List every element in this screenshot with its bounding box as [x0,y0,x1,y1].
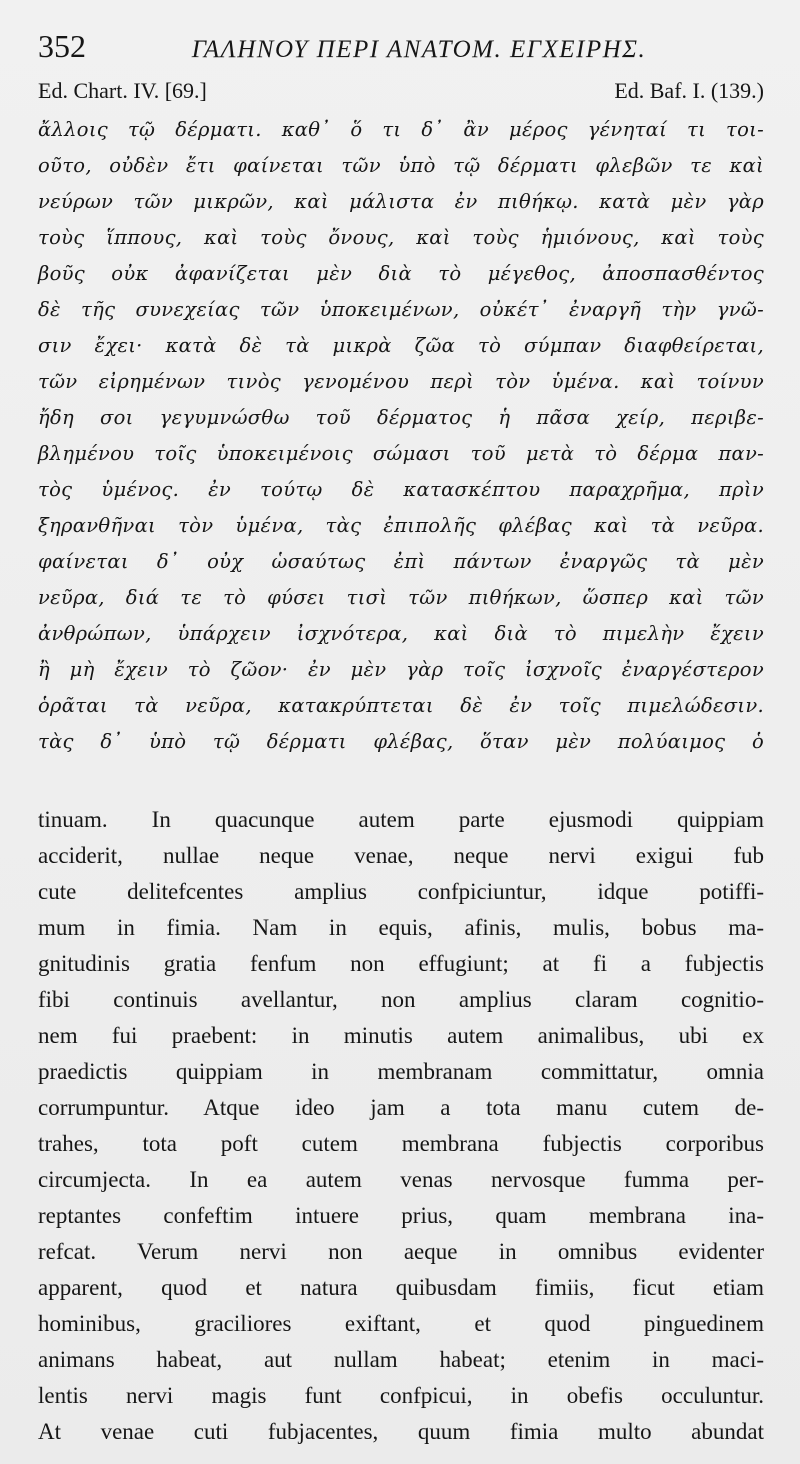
latin-line: trahes, tota poft cutem membrana fubjectis corporibus [38,1131,764,1156]
greek-text [38,112,764,760]
latin-line: circumjecta. In ea autem venas nervosque fumma per- [38,1167,764,1192]
latin-line: refcat. Verum nervi non aeque in omnibus evidenter [38,1239,764,1264]
edition-right: Ed. Baf. I. (139.) [614,78,764,103]
greek-line: ξηρανθῆναι τὸν ὑμένα, τὰς ἐπιπολῆς φλέβας καὶ τὰ νεῦρα. [38,514,764,537]
greek-line: τοὺς ἵππους, καὶ τοὺς ὄνους, καὶ τοὺς ἡμιόνους, καὶ τοὺς [38,226,764,249]
greek-line: φαίνεται δ᾿ οὐχ ὡσαύτως ἐπὶ πάντων ἐναργῶς τὰ μὲν [38,550,764,573]
greek-line: σιν ἔχει· κατὰ δὲ τὰ μικρὰ ζῶα τὸ σύμπαν διαφθείρεται, [38,334,764,357]
greek-line: ἀνθρώπων, ὑπάρχειν ἰσχνότερα, καὶ διὰ τὸ πιμελὴν ἔχειν [38,622,764,645]
edition-references [38,78,764,112]
greek-line: δὲ τῆς συνεχείας τῶν ὑποκειμένων, οὐκέτ᾿ ἐναργῆ τὴν γνῶ- [38,298,764,321]
latin-line: fibi continuis avellantur, non amplius claram cognitio- [38,987,764,1012]
latin-line: animans habeat, aut nullam habeat; etenim in maci- [38,1347,764,1372]
greek-line: βοῦς οὐκ ἀφανίζεται μὲν διὰ τὸ μέγεθος, ἀποσπασθέντος [38,262,764,285]
latin-line: cute delitefcentes amplius confpiciuntur, idque potiffi- [38,879,764,904]
latin-line: praedictis quippiam in membranam committatur, omnia [38,1059,764,1084]
latin-line: At venae cuti fubjacentes, quum fimia multo abundat [38,1419,764,1444]
latin-line: nem fui praebent: in minutis autem animalibus, ubi ex [38,1023,764,1048]
greek-line: ἢ μὴ ἔχειν τὸ ζῶον· ἐν μὲν γὰρ τοῖς ἰσχνοῖς ἐναργέστερον [38,658,764,681]
latin-line: corrumpuntur. Atque ideo jam a tota manu cutem de- [38,1095,764,1120]
latin-line: mum in fimia. Nam in equis, afinis, mulis, bobus ma- [38,915,764,940]
greek-line: ἤδη σοι γεγυμνώσθω τοῦ δέρματος ἡ πᾶσα χείρ, περιβε- [38,406,764,429]
greek-line: τῶν εἰρημένων τινὸς γενομένου περὶ τὸν ὑμένα. καὶ τοίνυν [38,370,764,393]
latin-line: acciderit, nullae neque venae, neque nervi exigui fub [38,843,764,868]
page-number: 352 [38,28,86,64]
running-head [38,28,764,74]
latin-line: apparent, quod et natura quibusdam fimiis, ficut etiam [38,1275,764,1300]
latin-text [38,802,764,1450]
greek-line: ἄλλοις τῷ δέρματι. καθ᾿ ὅ τι δ᾿ ἂν μέρος γένηταί τι τοι- [38,118,764,141]
greek-line: νεύρων τῶν μικρῶν, καὶ μάλιστα ἐν πιθήκῳ. κατὰ μὲν γὰρ [38,190,764,213]
latin-line: reptantes confeftim intuere prius, quam membrana ina- [38,1203,764,1228]
greek-line: ὁρᾶται τὰ νεῦρα, κατακρύπτεται δὲ ἐν τοῖς πιμελώδεσιν. [38,694,764,717]
latin-line: tinuam. In quacunque autem parte ejusmodi quippiam [38,807,764,832]
greek-line: βλημένου τοῖς ὑποκειμένοις σώμασι τοῦ μετὰ τὸ δέρμα παν- [38,442,764,465]
section-gap [38,760,764,800]
latin-line: gnitudinis gratia fenfum non effugiunt; at fi a fubjectis [38,951,764,976]
latin-line: lentis nervi magis funt confpicui, in obefis occuluntur. [38,1383,764,1408]
greek-line: τὰς δ᾿ ὑπὸ τῷ δέρματι φλέβας, ὅταν μὲν πολύαιμος ὁ [38,730,764,753]
greek-line: τὸς ὑμένος. ἐν τούτῳ δὲ κατασκέπτου παραχρῆμα, πρὶν [38,478,764,501]
running-title: ΓΑΛΗΝΟΥ ΠΕΡΙ ΑΝΑΤΟΜ. ΕΓΧΕΙΡΗΣ. [191,36,647,63]
latin-line: hominibus, graciliores exiftant, et quod pinguedinem [38,1311,764,1336]
edition-left: Ed. Chart. IV. [69.] [38,78,207,103]
greek-line: οῦτο, οὐδὲν ἔτι φαίνεται τῶν ὑπὸ τῷ δέρματι φλεβῶν τε καὶ [38,154,764,177]
greek-line: νεῦρα, διά τε τὸ φύσει τισὶ τῶν πιθήκων, ὥσπερ καὶ τῶν [38,586,764,609]
